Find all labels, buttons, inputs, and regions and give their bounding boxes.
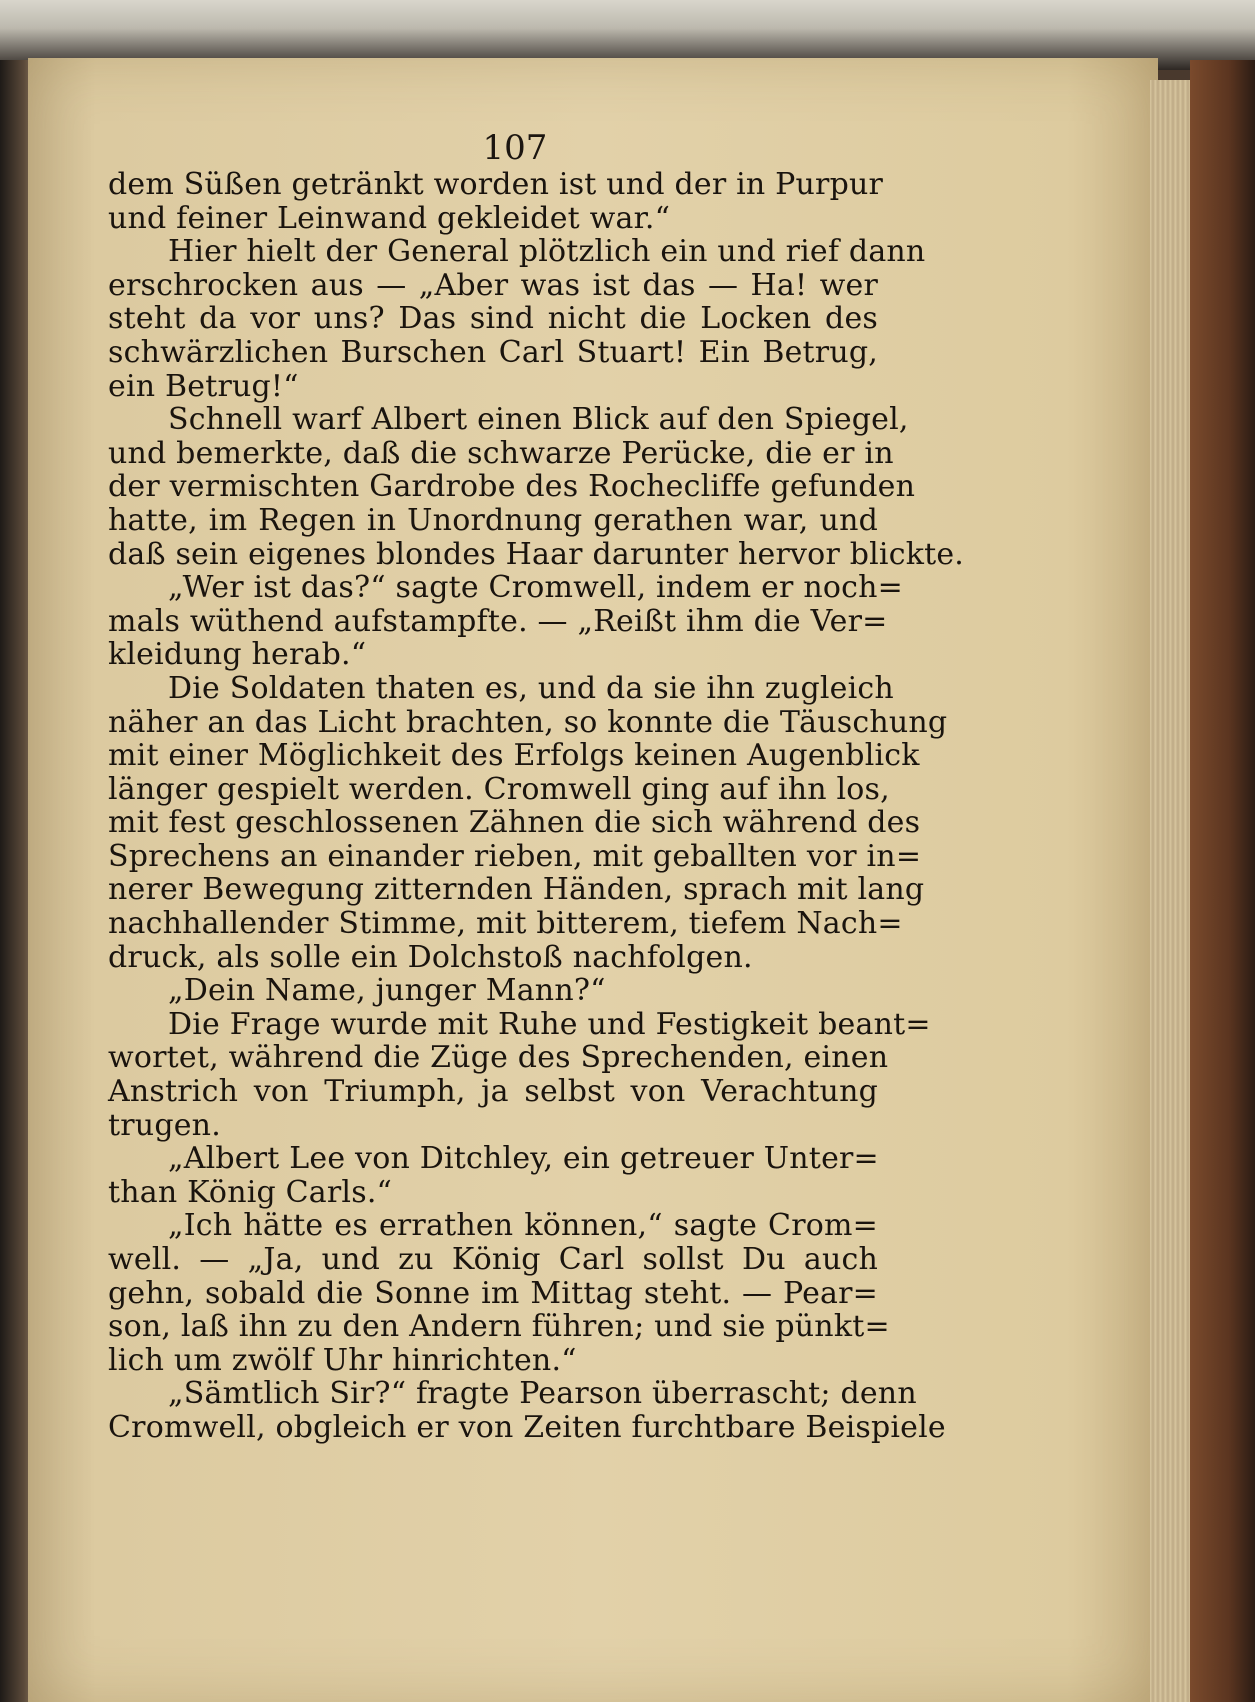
text-line: Anstrich von Triumph, ja selbst von Verachtung [108,1074,878,1110]
text-line: „Dein Name, junger Mann?“ [168,973,606,1009]
text-line: mals wüthend aufstampfte. — „Reißt ihm die Ver= [108,603,888,639]
text-line: wortet, während die Züge des Sprechenden, einen [108,1040,889,1076]
book-cover-edge [1190,60,1255,1702]
text-line: Cromwell, obgleich er von Zeiten furchtbare Beispiele [108,1409,946,1445]
text-line: lich um zwölf Uhr hinrichten.“ [108,1342,577,1378]
text-line: well. — „Ja, und zu König Carl sollst Du auch [108,1242,878,1277]
text-line: „Wer ist das?“ sagte Cromwell, indem er noch= [168,570,903,606]
text-line: dem Süßen getränkt worden ist und der in Purpur [108,167,884,202]
text-line: Schnell warf Albert einen Blick auf den Spiegel, [168,402,909,438]
text-line: than König Carls.“ [108,1174,393,1210]
text-line: hatte, im Regen in Unordnung gerathen war, und [108,502,878,538]
text-line: und bemerkte, daß die schwarze Perücke, die er in [108,435,894,471]
text-line: ein Betrug!“ [108,368,299,404]
text-line: mit fest geschlossenen Zähnen die sich während des [108,805,921,841]
text-line: daß sein eigenes blondes Haar darunter hervor blickte. [108,536,965,572]
text-line: und feiner Leinwand gekleidet war.“ [108,200,671,236]
text-line: „Albert Lee von Ditchley, ein getreuer Unter= [168,1141,879,1177]
text-line: nachhallender Stimme, mit bitterem, tiefem Nach= [108,906,903,942]
text-line: länger gespielt werden. Cromwell ging auf ihn los, [108,771,890,807]
page-number: 107 [482,128,548,168]
text-line: näher an das Licht brachten, so konnte die Täuschung [108,704,948,740]
text-line: der vermischten Gardrobe des Rochecliffe gefunden [108,469,916,505]
text-line: „Sämtlich Sir?“ fragte Pearson überrascht; denn [168,1376,917,1412]
body-text [108,167,965,1445]
text-line: Die Frage wurde mit Ruhe und Festigkeit beant= [168,1006,931,1042]
text-line: gehn, sobald die Sonne im Mittag steht. — Pear= [108,1275,878,1311]
text-line: Hier hielt der General plötzlich ein und rief dann [168,234,926,270]
text-line: kleidung herab.“ [108,637,367,673]
text-line: erschrocken aus — „Aber was ist das — Ha! wer [108,267,878,303]
text-line: nerer Bewegung zitternden Händen, sprach mit lang [108,872,925,908]
text-line: son, laß ihn zu den Andern führen; und sie pünkt= [108,1309,890,1345]
page-edges [1150,80,1195,1702]
text-line: trugen. [108,1107,221,1143]
text-line: Die Soldaten thaten es, und da sie ihn zugleich [168,670,894,706]
text-line: „Ich hätte es errathen können,“ sagte Crom= [168,1208,878,1244]
text-line: Sprechens an einander rieben, mit geballten vor in= [108,838,922,874]
text-line: druck, als solle ein Dolchstoß nachfolgen. [108,939,753,975]
text-line: schwärzlichen Burschen Carl Stuart! Ein Betrug, [108,334,878,370]
text-line: steht da vor uns? Das sind nicht die Locken des [108,301,878,337]
text-line: mit einer Möglichkeit des Erfolgs keinen Augenblick [108,738,920,774]
